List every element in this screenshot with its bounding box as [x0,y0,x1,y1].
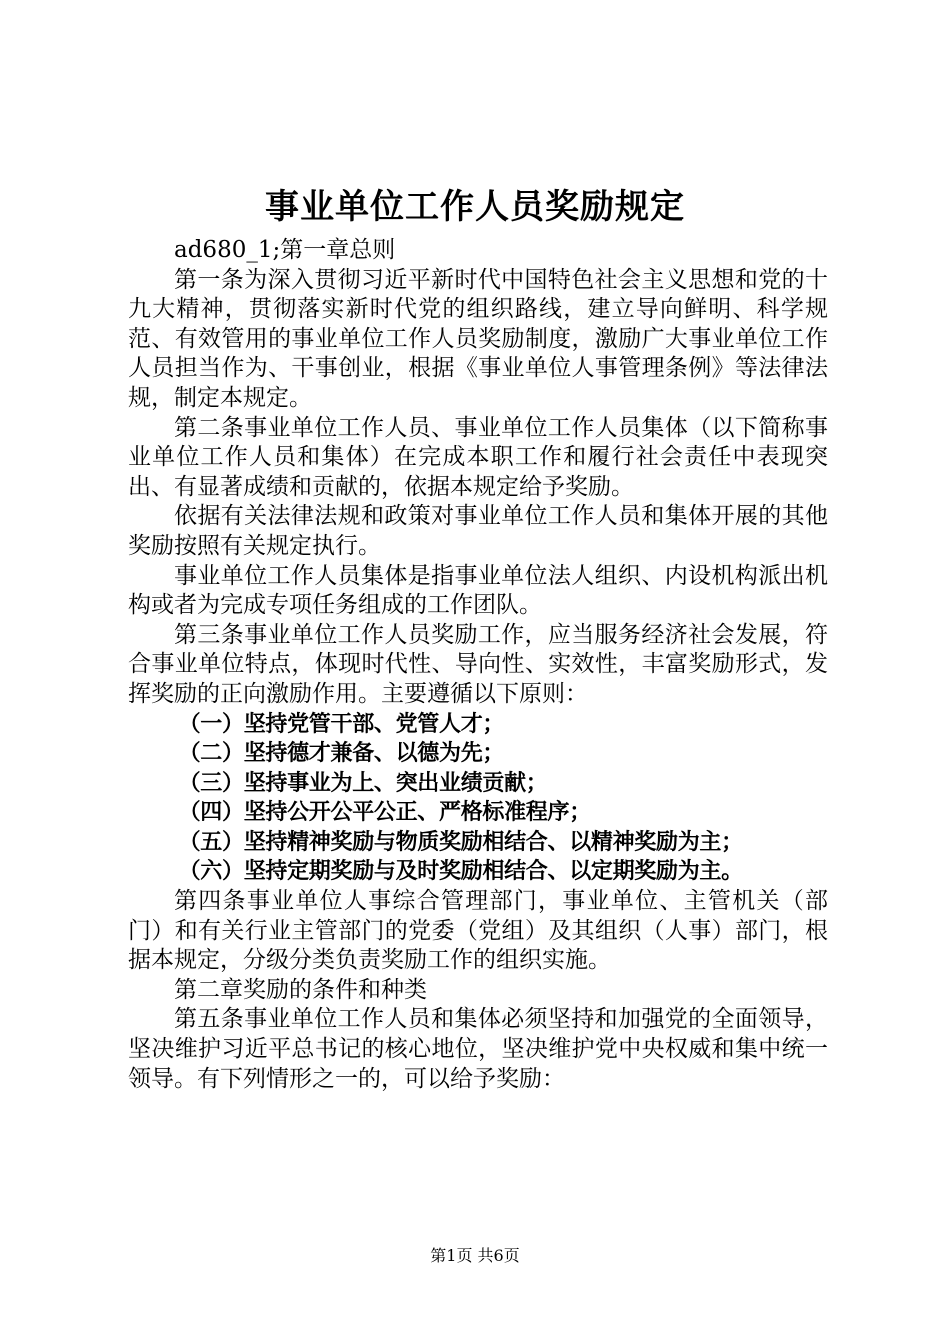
article-paragraph: 第三条事业单位工作人员奖励工作，应当服务经济社会发展，符合事业单位特点，体现时代性、导向性、实效性，丰富奖励形式，发挥奖励的正向激励作用。主要遵循以下原则： [128,621,828,707]
chapter-heading: ad680_1;第一章总则 [174,237,396,263]
article-paragraph: 第四条事业单位人事综合管理部门，事业单位、主管机关（部门）和有关行业主管部门的党委（党组）及其组织（人事）部门，根据本规定，分级分类负责奖励工作的组织实施。 [128,888,828,974]
article-paragraph: 事业单位工作人员集体是指事业单位法人组织、内设机构派出机构或者为完成专项任务组成的工作团队。 [128,562,828,619]
article-paragraph: 第五条事业单位工作人员和集体必须坚持和加强党的全面领导，坚决维护习近平总书记的核心地位，坚决维护党中央权威和集中统一领导。有下列情形之一的，可以给予奖励： [128,1006,828,1092]
principle-item: （五）坚持精神奖励与物质奖励相结合、以精神奖励为主； [178,829,743,855]
document-title: 事业单位工作人员奖励规定 [265,187,685,227]
principle-item: （四）坚持公开公平公正、严格标准程序； [178,800,591,826]
article-paragraph: 第一条为深入贯彻习近平新时代中国特色社会主义思想和党的十九大精神，贯彻落实新时代党的组织路线，建立导向鲜明、科学规范、有效管用的事业单位工作人员奖励制度，激励广大事业单位工作人员担当作为、干事创业，根据《事业单位人事管理条例》等法律法规，制定本规定。 [128,266,828,411]
principle-item: （六）坚持定期奖励与及时奖励相结合、以定期奖励为主。 [178,859,743,885]
principle-item: （一）坚持党管干部、党管人才； [178,711,505,737]
chapter-heading: 第二章奖励的条件和种类 [174,976,427,1003]
principle-item: （二）坚持德才兼备、以德为先； [178,741,505,767]
page-footer: 第1页 共6页 [430,1246,520,1265]
principle-item: （三）坚持事业为上、突出业绩贡献； [178,770,548,796]
article-paragraph: 依据有关法律法规和政策对事业单位工作人员和集体开展的其他奖励按照有关规定执行。 [128,503,828,559]
article-paragraph: 第二条事业单位工作人员、事业单位工作人员集体（以下简称事业单位工作人员和集体）在完成本职工作和履行社会责任中表现突出、有显著成绩和贡献的，依据本规定给予奖励。 [128,414,828,500]
document-body [128,236,828,1094]
